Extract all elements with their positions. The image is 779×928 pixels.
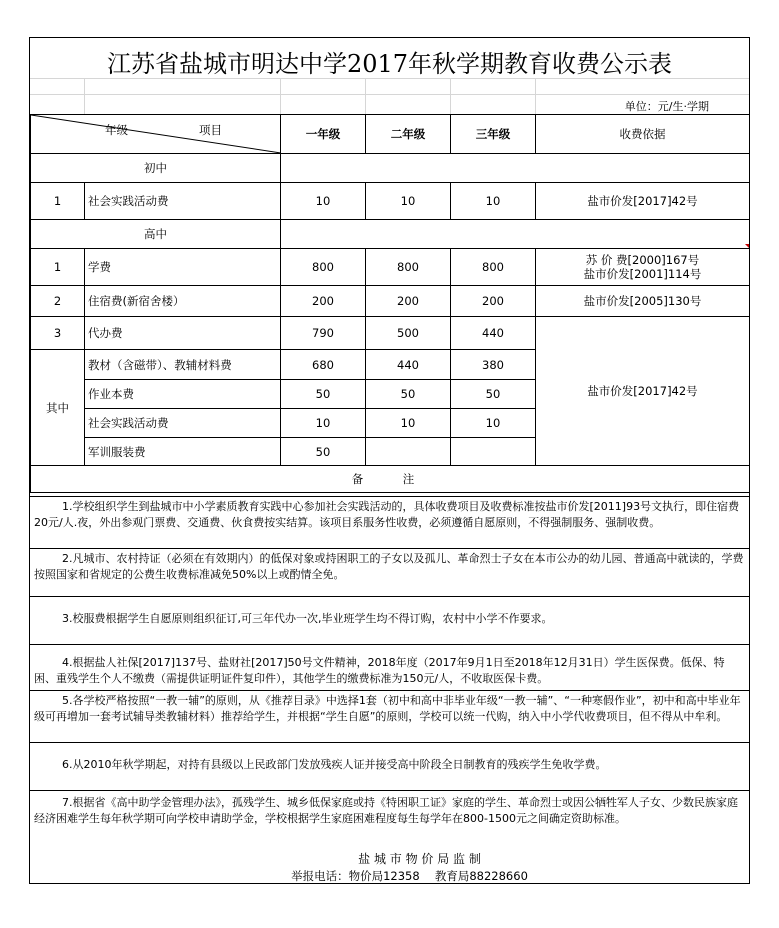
grade1-value: 10 [281,183,366,220]
note-item: 6.从2010年秋学期起，对持有县级以上民政部门发放残疾人证并接受高中阶段全日制教育的残疾学生免收学费。 [30,742,749,790]
diagonal-line [31,115,281,153]
item-name: 社会实践活动费 [85,409,281,438]
empty-cell [281,154,750,183]
item-name: 作业本费 [85,380,281,409]
grade2-value: 10 [366,183,451,220]
header-corner-cell [31,115,281,154]
basis-merged: 盐市价发[2017]42号 [536,317,750,466]
page-title: 江苏省盐城市明达中学2017年秋学期教育收费公示表 [106,50,673,78]
note-item: 7.根据省《高中助学金管理办法》，孤残学生、城乡低保家庭或持《特困职工证》家庭的学生、革命烈士或因公牺牲军人子女、少数民族家庭经济困难学生每年秋学期可向学校申请助学金，学校根据学生家庭困难程度每生每学年在800-1500元之间确定资助标准。 [30,790,749,844]
gridline [280,78,281,114]
grade3-value: 440 [451,317,536,350]
item-name: 社会实践活动费 [85,183,281,220]
grade1-value: 10 [281,409,366,438]
fee-sheet [29,37,750,884]
notes-title-text: 备 注 [351,472,429,486]
table-row [31,183,750,220]
grade2-value: 50 [366,380,451,409]
note-item: 2.凡城市、农村持证（必须在有效期内）的低保对象或持困职工的子女以及孤儿、革命烈士子女在本市公办的幼儿园、普通高中就读的，学费按照国家和省规定的公费生收费标准减免50%以上或酌情全免。 [30,548,749,596]
supervisor-label: 盐 城 市 物 价 局 监 制 [358,852,481,866]
basis-value: 盐市价发[2017]42号 [536,183,750,220]
empty-cell [366,438,451,466]
grade3-value: 10 [451,409,536,438]
grade3-value: 800 [451,249,536,286]
table-row [31,317,750,350]
gridline [84,78,85,114]
grade2-value: 200 [366,286,451,317]
grade1-value: 790 [281,317,366,350]
item-name: 住宿费(新宿舍楼） [85,286,281,317]
note-item: 3.校服费根据学生自愿原则组织征订,可三年代办一次,毕业班学生均不得订购，农村中小学不作要求。 [30,596,749,644]
grade3-value: 10 [451,183,536,220]
header-row [31,115,750,154]
corner-grade-label: 年级 [105,123,128,137]
basis-value [536,249,750,286]
gridline [535,78,536,114]
grade2-value: 440 [366,350,451,380]
grade2-value: 10 [366,409,451,438]
grade1-value: 50 [281,438,366,466]
empty-cell [281,220,750,249]
row-number: 2 [31,286,85,317]
grade1-value: 200 [281,286,366,317]
gridline [365,78,366,114]
fee-table [30,114,750,493]
table-row [31,249,750,286]
junior-section-label: 初中 [31,154,281,183]
unit-label: 单位：元/生·学期 [624,100,709,113]
row-number: 3 [31,317,85,350]
header-grade1: 一年级 [281,115,366,154]
item-name: 军训服装费 [85,438,281,466]
grade3-value: 200 [451,286,536,317]
note-item: 4.根据盐人社保[2017]137号、盐财社[2017]50号文件精神，2018年度（2017年9月1日至2018年12月31日）学生医保费。低保、特困、重残学生个人不缴费（需提供证明证件复印件），其他学生的缴费标准为150元/人，不收取医保卡费。 [30,644,749,690]
comment-marker [745,244,749,248]
grade3-value: 380 [451,350,536,380]
basis-value: 盐市价发[2005]130号 [536,286,750,317]
grade1-value: 680 [281,350,366,380]
grade1-value: 50 [281,380,366,409]
corner-item-label: 项目 [199,123,222,137]
other-label: 其中 [31,350,85,466]
item-name: 代办费 [85,317,281,350]
row-number: 1 [31,249,85,286]
basis-line: 盐市价发[2001]114号 [583,267,702,281]
header-grade2: 二年级 [366,115,451,154]
gridline [30,94,749,95]
notes-title-row [31,466,750,493]
grade1-value: 800 [281,249,366,286]
empty-cell [451,438,536,466]
grade3-value: 50 [451,380,536,409]
table-row [31,286,750,317]
item-name: 学费 [85,249,281,286]
item-name: 教材（含磁带）、教辅材料费 [85,350,281,380]
senior-section-label: 高中 [31,220,281,249]
gridline [450,78,451,114]
row-number: 1 [31,183,85,220]
notes-title [31,466,750,493]
junior-section-row [31,154,750,183]
header-grade3: 三年级 [451,115,536,154]
basis-line: 苏 价 费[2000]167号 [585,253,700,267]
note-item: 5.各学校严格按照“一教一辅”的原则，从《推荐目录》中选择1套（初中和高中非毕业年级“一教一辅”、“一种寒假作业”，初中和高中毕业年级可再增加一套考试辅导类教辅材料）推荐给学生，并根据“学生自愿”的原则，学校可以统一代购，纳入中小学代收费项目，但不得从中牟利。 [30,690,749,742]
hotline-label: 举报电话：物价局12358 教育局88228660 [291,869,528,883]
senior-section-row [31,220,750,249]
grade2-value: 800 [366,249,451,286]
header-basis: 收费依据 [536,115,750,154]
note-item: 1.学校组织学生到盐城市中小学素质教育实践中心参加社会实践活动的，具体收费项目及收费标准按盐市价发[2011]93号文执行，即住宿费20元/人.夜，外出参观门票费、交通费、伙食费按实结算。该项目系服务性收费，必须遵循自愿原则，不得强制服务、强制收费。 [30,496,749,548]
grade2-value: 500 [366,317,451,350]
